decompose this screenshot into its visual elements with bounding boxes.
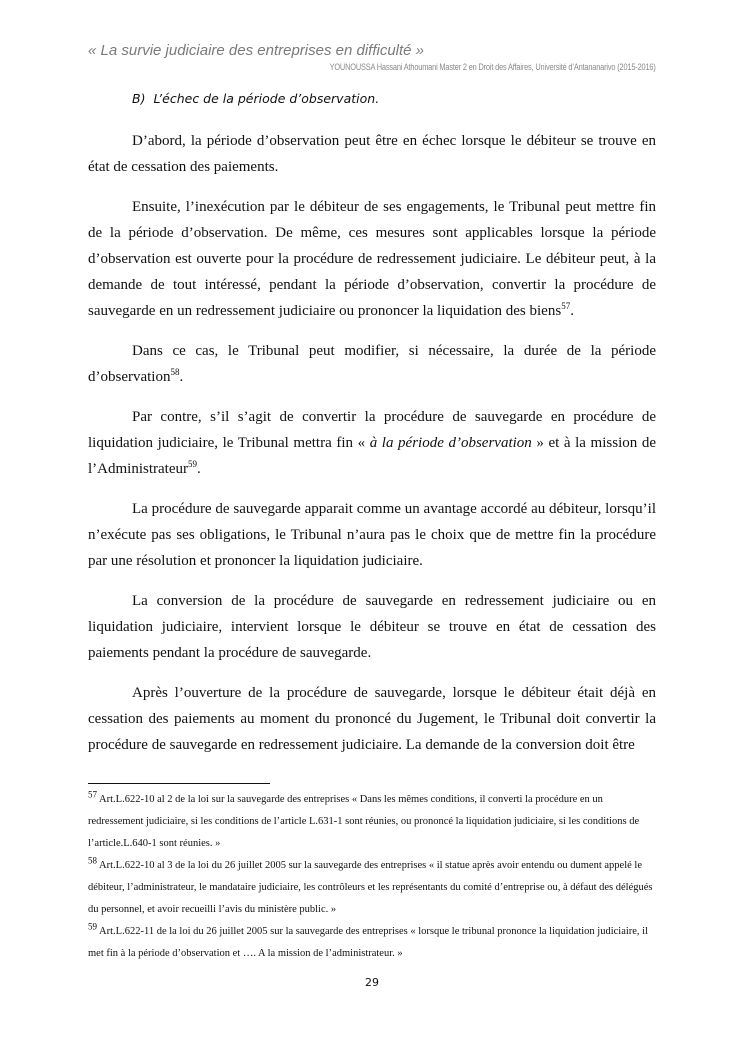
page-number: 29	[365, 976, 379, 989]
footnotes	[88, 789, 656, 965]
section-heading	[132, 91, 379, 106]
running-header-author: YOUNOUSSA Hassani Athoumani Master 2 en Droit des Affaires, Université d’Antananarivo (2015-2016)	[329, 62, 656, 72]
footnote-57: $^{57}$ Art.L.622-10 al 2 de la loi sur la sauvegarde des entreprises « Dans les mêmes conditions, il converti la procédure en un redressement judiciaire, si les conditions de l’article L.631-1 sont réunies, ou prononcé la liquidation judiciaire, si les conditions de l’article.L.640-1 sont réunies. »	[88, 789, 640, 849]
section-title: L’échec de la période d’observation.	[153, 91, 380, 106]
body-text	[88, 128, 656, 772]
running-header-title: « La survie judiciaire des entreprises en difficulté »	[88, 42, 425, 59]
footnote-ref-58[interactable]: 58	[170, 367, 180, 377]
footnote-58: $^{58}$ Art.L.622-10 al 3 de la loi du 26 juillet 2005 sur la sauvegarde des entreprises « il statue après avoir entendu ou dument appelé le débiteur, l’administrateur, le mandataire judiciaire, les contrôleurs et les représentants du comité d’entreprise ou, à défaut des délégués du personnel, et avoir recueilli l’avis du ministère public. »	[88, 855, 653, 915]
paragraph-6: La conversion de la procédure de sauvegarde en redressement judiciaire ou en liquidation judiciaire, intervient lorsque le débiteur se trouve en état de cessation des paiements pendant la procédure de sauvegarde.	[88, 593, 656, 661]
section-number: B)	[132, 91, 146, 106]
italic-quote: à la période d’observation	[369, 435, 532, 451]
paragraph-7: Après l’ouverture de la procédure de sauvegarde, lorsque le débiteur était déjà en cessation des paiements au moment du prononcé du Jugement, le Tribunal doit convertir la procédure de sauvegarde en redressement judiciaire. La demande de la conversion doit être	[88, 685, 656, 753]
paragraph-1: D’abord, la période d’observation peut être en échec lorsque le débiteur se trouve en état de cessation des paiements.	[88, 133, 656, 175]
paragraph-5: La procédure de sauvegarde apparait comme un avantage accordé au débiteur, lorsqu’il n’exécute pas ses obligations, le Tribunal n’aura pas le choix que de mettre fin la procédure par une résolution et prononcer la liquidation judiciaire.	[88, 501, 656, 569]
footnote-separator	[88, 783, 270, 784]
paragraph-2: Ensuite, l’inexécution par le débiteur de ses engagements, le Tribunal peut mettre fin de la période d’observation. De même, ces mesures sont applicables lorsque la période d’observation est ouverte pour la procédure de redressement judiciaire. Le débiteur peut, à la demande de tout intéressé, pendant la période d’observation, convertir la procédure de sauvegarde en un redressement judiciaire ou prononcer la liquidation des biens$^{57}$.	[88, 199, 656, 319]
paragraph-4: Par contre, s’il s’agit de convertir la procédure de sauvegarde en procédure de liquidation judiciaire, le Tribunal mettra fin « à la période d’observation » et à la mission de l’Administrateur$^{59}$.	[88, 409, 656, 477]
paragraph-3: Dans ce cas, le Tribunal peut modifier, si nécessaire, la durée de la période d’observation$^{58}$.	[88, 343, 656, 385]
footnote-59: $^{59}$ Art.L.622-11 de la loi du 26 juillet 2005 sur la sauvegarde des entreprises « lorsque le tribunal prononce la liquidation judiciaire, il met fin à la période d’observation et …. A la mission de l’administrateur. »	[88, 921, 649, 959]
footnote-ref-59[interactable]: 59	[187, 459, 197, 469]
footnote-ref-57[interactable]: 57	[561, 301, 571, 311]
